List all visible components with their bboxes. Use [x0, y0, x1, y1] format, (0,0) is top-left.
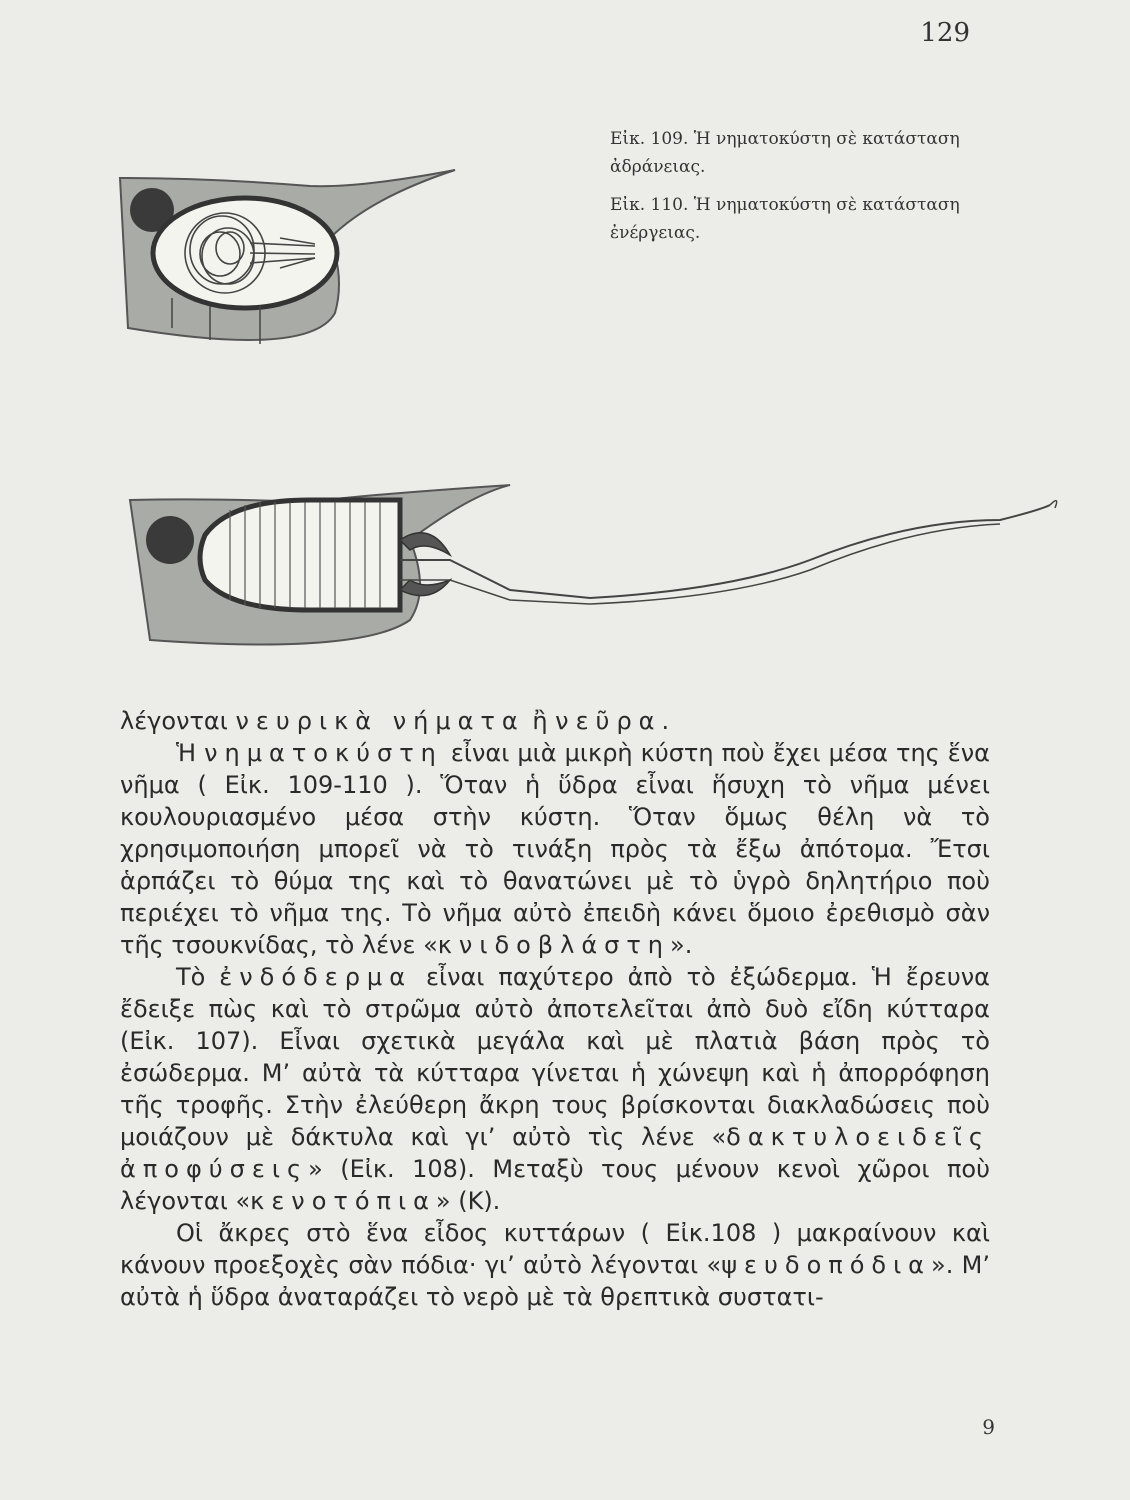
term-kenotopia: κενοτόπια: [250, 1187, 436, 1215]
discharged-thread-lower: [400, 524, 1000, 604]
paragraph: λέγονται νευρικὰ νήματα ἢ νεῦρα.: [120, 707, 670, 735]
term-endoderma: ἐνδόδερμα: [219, 963, 413, 991]
term-daktyloeideis-apofyseis: δακτυλοειδεῖς ἀποφύσεις: [120, 1123, 990, 1183]
term-neurika-nimata: νευρικὰ νήματα: [235, 707, 525, 735]
caption-fig-109: Εἰκ. 109. Ἡ νηματοκύστη σὲ κατάσταση ἀδράνειας.: [610, 129, 960, 177]
paragraph: Οἱ ἄκρες στὸ ἕνα εἶδος κυττάρων ( Εἰκ.108 ) μακραίνουν καὶ κάνουν προεξοχὲς σὰν πόδια· γι’ αὐτὸ λέγονται «ψευδοπόδια». Μ’ αὐτὰ ἡ ὕδρα ἀναταράζει τὸ νερὸ μὲ τὰ θρεπτικὰ συστατι-: [120, 1219, 990, 1311]
body-text: [120, 705, 990, 1313]
figure-captions: [610, 125, 980, 257]
discharged-thread: [400, 505, 1050, 598]
thread-tip: [1050, 501, 1057, 508]
term-knidovlasti: κνιδοβλάστη: [437, 931, 671, 959]
capsule: [153, 198, 337, 308]
paragraph: Τὸ ἐνδόδερμα εἶναι παχύτερο ἀπὸ τὸ ἐξώδερμα. Ἡ ἔρευνα ἔδειξε πὼς καὶ τὸ στρῶμα αὐτὸ ἀποτελεῖται ἀπὸ δυὸ εἴδη κύτταρα (Εἰκ. 107). Εἶναι σχετικὰ μεγάλα καὶ μὲ πλατιὰ βάση πρὸς τὸ ἐσώδερμα. Μ’ αὐτὰ τὰ κύτταρα γίνεται ἡ χώνεψη καὶ ἡ ἀπορρόφηση τῆς τροφῆς. Στὴν ἐλεύθερη ἄκρη τους βρίσκονται διακλαδώσεις ποὺ μοιάζουν μὲ δάκτυλα καὶ γι’ αὐτὸ τὶς λένε «δακτυλοειδεῖς ἀποφύσεις» (Εἰκ. 108). Μεταξὺ τους μένουν κενοὶ χῶροι ποὺ λέγονται «κενοτόπια» (Κ).: [120, 963, 990, 1215]
term-pseudopodia: ψευδοπόδια: [721, 1251, 932, 1279]
figure-nematocyst-resting: [110, 158, 470, 348]
signature-number: 9: [982, 1415, 995, 1439]
nucleus: [146, 516, 194, 564]
page-number: 129: [920, 18, 970, 48]
paragraph: Ἡ νηματοκύστη εἶναι μιὰ μικρὴ κύστη ποὺ ἔχει μέσα της ἕνα νῆμα ( Εἰκ. 109-110 ). Ὅταν ἡ ὕδρα εἶναι ἥσυχη τὸ νῆμα μένει κουλουριασμένο μέσα στὴν κύστη. Ὅταν ὅμως θέλη νὰ τὸ χρησιμοποιήση μπορεῖ νὰ τὸ τινάξη πρὸς τὰ ἔξω ἀπότομα. Ἔτσι ἁρπάζει τὸ θύμα της καὶ τὸ θανατώνει μὲ τὸ ὑγρὸ δηλητήριο ποὺ περιέχει τὸ νῆμα της. Τὸ νῆμα αὐτὸ ἐπειδὴ κάνει ὅμοιο ἐρεθισμὸ σὰν τῆς τσουκνίδας, τὸ λένε «κνιδοβλάστη».: [120, 739, 990, 959]
caption-fig-110: Εἰκ. 110. Ἡ νηματοκύστη σὲ κατάσταση ἐνέργειας.: [610, 195, 960, 243]
term-nimatokysti: νηματοκύστη: [204, 739, 443, 767]
figure-nematocyst-active: [110, 480, 1070, 710]
term-neura: νεῦρα: [555, 707, 662, 735]
barb-lower: [400, 580, 450, 596]
